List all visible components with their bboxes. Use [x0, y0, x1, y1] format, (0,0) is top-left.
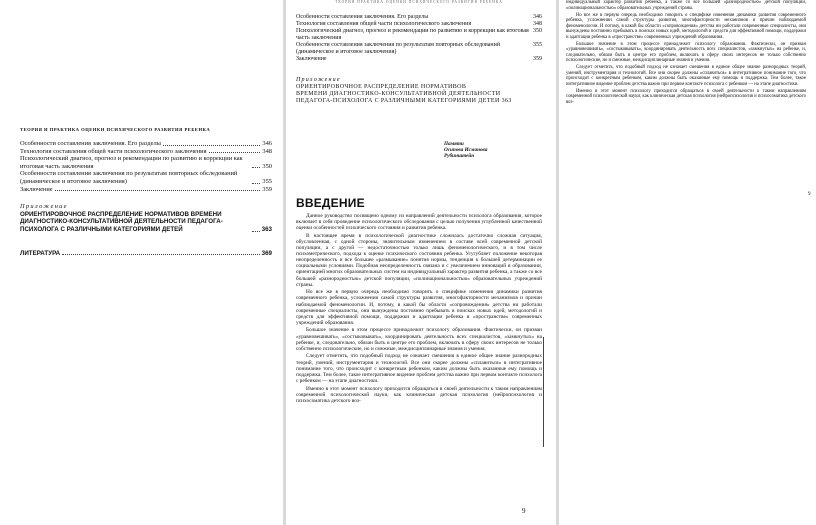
toc-entry[interactable]	[20, 148, 272, 156]
page-number: 9	[808, 192, 811, 197]
paragraph: Данное руководство посвящено одному из направлений деятельности психолога образования, которое включает в себя проведение психологического обследования с целью получения углубленной качественной оценки особенностей психического состояния и развития ребенка.	[296, 213, 542, 232]
paragraph: Но все же в первую очередь необходимо говорить о специфике изменения динамики развития современного ребенка, усложнении самой структуры развития, многофакторности механизмов и причин наблюдаемой феноменологии. И, потому, в какой бы области «сопровождения» детства ни работали современные специалисты, они вынуждены постоянно пребывать в поисках новых идей, методологий и средств для эффективной помощи, поддержки и адаптации ребенка в «пространстве» современных учреждений образования.	[296, 289, 542, 326]
toc-entry-title: Особенности составления заключения. Его разделы	[20, 140, 161, 147]
toc-entry-page: 359	[262, 185, 272, 193]
toc-entry-appendix[interactable]	[20, 211, 272, 234]
body-text	[566, 0, 806, 188]
toc-entry[interactable]: Особенности составления заключения по результатам повторных обследований (динамическое и итоговое заключения) 355	[296, 42, 542, 55]
middle-page	[288, 0, 550, 525]
paragraph: индивидуальный характер развития ребенка, а также со все большей «разнородностью» детской популяции, «полинациональностью» образовательных учреждений страны.	[566, 0, 806, 11]
toc-entry-title: Психологический диагноз, прогноз и рекомендации по развитию и коррекции как итоговая часть заключения	[20, 155, 243, 170]
toc-entry-title: Особенности составления заключения по результатам повторных обследований (динамическое и итоговое заключения)	[20, 170, 238, 185]
top-running-head: ТЕОРИЯ ПРАКТИКА ОЦЕНКИ ПСИХИЧЕСКОГО РАЗВИТИЯ РЕБЕНКА	[335, 0, 503, 4]
toc-entry-literature[interactable]	[20, 250, 272, 258]
table-of-contents-continued	[296, 14, 542, 104]
toc-entry-page: 350	[262, 162, 272, 170]
appendix-label: Приложение	[20, 203, 68, 211]
gutter	[556, 0, 559, 525]
body-text	[296, 213, 542, 505]
appendix-title: ОРИЕНТИРОВОЧНОЕ РАСПРЕДЕЛЕНИЕ НОРМАТИВОВ ВРЕМЕНИ ДИАГНОСТИКО-КОНСУЛЬТАТИВНОЙ ДЕЯТЕЛЬНОСТИ ПЕДАГОГА-ПСИХОЛОГА С РАЗЛИЧНЫМИ КАТЕГОРИЯМИ ДЕТЕЙ	[20, 210, 223, 233]
toc-entry[interactable]: Психологический диагноз, прогноз и рекомендации по развитию и коррекции как итоговая часть заключения 350	[296, 28, 542, 41]
toc-entry[interactable]: Технология составления общей части психологического заключения 348	[296, 21, 542, 27]
toc-entry-page: 348	[262, 147, 272, 155]
toc-entry-title: Технология составления общей части психологического заключения	[20, 147, 207, 155]
toc-entry-title: Заключение	[20, 185, 53, 193]
section-heading: ВВЕДЕНИЕ	[296, 196, 365, 210]
appendix-label: Приложение	[296, 77, 341, 83]
paragraph: Большое значение в этом процессе принадлежит психологу образования. Фактически, он призван «уравновешивать», «состыковывать», координировать деятельность всех специалистов, «замкнутых» на ребенке, и, следовательно, обязан быть в центре его проблем, включать в сферу своих интересов не только собственно психологические, но и смежные, междисциплинарные знания и умения.	[566, 41, 806, 64]
toc-entry[interactable]: Заключение 359	[296, 56, 542, 62]
appendix-line: ВРЕМЕНИ ДИАГНОСТИКО-КОНСУЛЬТАТИВНОЙ ДЕЯТЕЛЬНОСТИ	[296, 91, 501, 97]
left-page	[0, 0, 282, 525]
appendix-line: ОРИЕНТИРОВОЧНОЕ РАСПРЕДЕЛЕНИЕ НОРМАТИВОВ	[296, 84, 467, 90]
toc-entry[interactable]	[20, 170, 272, 185]
paragraph: Именно в этот момент психологу приходится обращаться в своей деятельности к таким направлениям современной психологической науки, как клиническая детская психология (нейропсихология и психосоматика детского воз-	[296, 385, 542, 404]
paragraph: Следует отметить, что подобный подход не означает смешения в единое общее знание разнородных теорий, умений, инструментария и технологий. Все они скорее должны «сплавиться» в интегративное понимание того, что происходит с конкретным ребенком, каким должны быть оказанные ему помощь и поддержка. Тем более, такое интегративное видение проблем детства важно при первом контакте психолога с ребенком — на этапе диагностики.	[566, 65, 806, 87]
margin-line	[543, 337, 544, 447]
paragraph: Следует отметить, что подобный подход не означает смешения в единое общее знание разнородных теорий, умений, инструментария и технологий. Все они скорее должны «сплавиться» в интегративное понимание того, что происходит с конкретным ребенком, каким должны быть оказанные ему помощь и поддержка. Тем более, такое интегративное видение проблем детства важно при первом контакте психолога с ребенком — на этапе диагностики.	[296, 353, 542, 384]
toc-entry[interactable]	[20, 140, 272, 148]
toc-entry[interactable]: Особенности составления заключения. Его разделы 346	[296, 14, 542, 20]
paragraph: Но все же в первую очередь необходимо говорить о специфике изменения динамики развития современного ребенка, усложнении самой структуры развития, многофакторности механизмов и причин наблюдаемой феноменологии. И потому, в какой бы области «сопровождения» детства ни работали современные специалисты, они вынуждены постоянно пребывать в поисках новых идей, методологий и средств для эффективной помощи, поддержки и адаптации ребенка в «пространстве» современных учреждений образования.	[566, 12, 806, 40]
gutter	[283, 0, 286, 525]
toc-entry[interactable]	[20, 155, 272, 170]
paragraph: Большое значение в этом процессе принадлежит психологу образования. Фактически, он призван «уравновешивать», «состыковывать», координировать деятельность всех специалистов, «замкнутых» на ребенке, и, следовательно, обязан быть в центре его проблем, включать в сферу своих интересов не только собственно психологические, но и смежные, междисциплинарные знания и умения.	[296, 327, 542, 352]
appendix-page: 363	[261, 225, 272, 233]
toc-entry-page: 346	[262, 140, 272, 147]
toc-entry[interactable]	[20, 186, 272, 194]
dedication: Памяти Осипова Исманова Рубинштейн	[444, 141, 488, 160]
paragraph: В настоящее время в психологической диагностике сложилась достаточно сложная ситуация, обусловленная, с одной стороны, значительным изменением в составе всей современной детской популяции, а с другой — недостаточностью только лишь феноменологического, и в том числе психометрического, подхода к оценке психического состояния ребенка. Усугубляет положение некоторая неопределенность и все большее «размывание» понятия нормы, тенденция к большей детерминации ее социальными условиями. Подобная неопределенность связана и с увеличением инноваций в образовании, ориентацией многих образовательных систем на индивидуальный характер развития ребенка, а также со все большей «разнородностью» детской популяции, «полинациональностью» образовательных учреждений страны.	[296, 232, 542, 288]
appendix-line: ПЕДАГОГА-ПСИХОЛОГА С РАЗЛИЧНЫМИ КАТЕГОРИЯМИ ДЕТЕЙ 363	[296, 98, 512, 104]
paragraph: Именно в этот момент психологу приходится обращаться в своей деятельности к таким направлениям современной психологической науки, как клиническая детская психология (нейропсихология и психосоматика детского воз-	[566, 88, 806, 105]
toc-entry-page: 355	[262, 177, 272, 185]
right-page	[566, 0, 816, 525]
literature-page: 369	[261, 249, 272, 257]
page-number: 9	[522, 507, 526, 515]
table-of-contents	[20, 140, 272, 257]
literature-label: ЛИТЕРАТУРА	[20, 249, 61, 257]
running-head: ТЕОРИЯ И ПРАКТИКА ОЦЕНКИ ПСИХИЧЕСКОГО РАЗВИТИЯ РЕБЕНКА	[20, 127, 211, 132]
